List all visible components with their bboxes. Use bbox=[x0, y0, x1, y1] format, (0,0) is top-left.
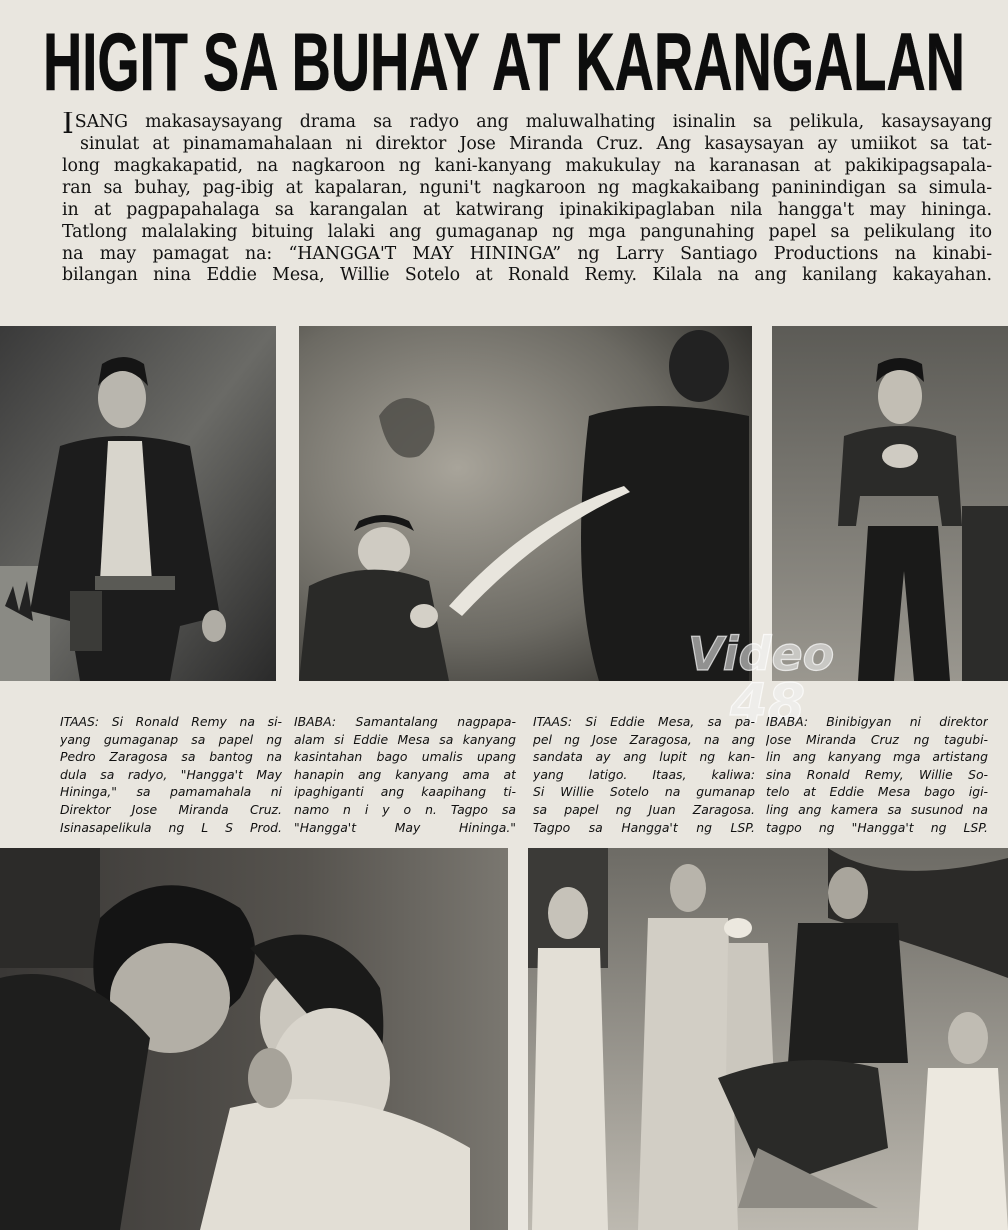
intro-line-3: long magkakapatid, na nagkaroon ng kani-kanyang makukulay na karanasan at pakikipagsapala- bbox=[62, 155, 992, 176]
watermark-line2: 48 bbox=[730, 672, 806, 728]
caption-line: sina Ronald Remy, Willie So- bbox=[766, 766, 988, 782]
caption-line: Tagpo sa Hangga't ng LSP. bbox=[533, 819, 755, 835]
caption-line: dula sa radyo, "Hangga't May bbox=[60, 766, 282, 782]
caption-line: "Hangga't May Hininga." bbox=[294, 819, 516, 835]
photo-director-briefing bbox=[528, 848, 1008, 1230]
headline bbox=[0, 14, 1008, 102]
caption-line: pel ng Jose Zaragosa, na ang bbox=[533, 731, 755, 747]
intro-line-6: Tatlong malalaking bituing lalaki ang gumaganap ng mga pangunahing papel sa pelikulang ito bbox=[62, 221, 992, 242]
drop-cap: I bbox=[62, 112, 74, 134]
caption-eddie-mesa bbox=[533, 713, 755, 836]
caption-line: Si Willie Sotelo na gumanap bbox=[533, 784, 755, 800]
intro-paragraph bbox=[62, 112, 992, 287]
intro-line-4: ran sa buhay, pag-ibig at kapalaran, nguni't nagkaroon ng magkakaibang paninindigan sa simula- bbox=[62, 177, 992, 198]
photo-eddie-mesa bbox=[772, 326, 1008, 681]
caption-line: sandata ay ang lupit ng kan- bbox=[533, 749, 755, 765]
photo-farewell-scene bbox=[0, 848, 508, 1230]
caption-line: yang latigo. Itaas, kaliwa: bbox=[533, 766, 755, 782]
caption-line: Direktor Jose Miranda Cruz. bbox=[60, 801, 282, 817]
caption-line: ipaghiganti ang kaapihang ti- bbox=[294, 784, 516, 800]
caption-ronald-remy bbox=[60, 713, 282, 836]
caption-line: tagpo ng "Hangga't ng LSP. bbox=[766, 819, 988, 835]
caption-line: ITAAS: Si Ronald Remy na si- bbox=[60, 714, 282, 729]
caption-line: namo n i y o n. Tagpo sa bbox=[294, 801, 516, 817]
caption-line: hanapin ang kanyang ama at bbox=[294, 766, 516, 782]
caption-line: Pedro Zaragosa sa bantog na bbox=[60, 749, 282, 765]
intro-line-7: na may pamagat na: “HANGGA'T MAY HININGA” ng Larry Santiago Productions na kinabi- bbox=[62, 243, 992, 264]
watermark-line1: Video bbox=[688, 627, 835, 681]
caption-line: ling ang kamera sa susunod na bbox=[766, 801, 988, 817]
caption-line: IBABA: Samantalang nagpapa- bbox=[294, 714, 516, 729]
caption-line: Isinasapelikula ng L S Prod. bbox=[60, 819, 282, 835]
photo-ronald-remy bbox=[0, 326, 276, 681]
intro-line-8: bilangan nina Eddie Mesa, Willie Sotelo at Ronald Remy. Kilala na ang kanilang kakayahan. bbox=[62, 265, 992, 286]
caption-line: Jose Miranda Cruz ng tagubi- bbox=[766, 731, 988, 747]
caption-line: IBABA: Binibigyan ni direktor bbox=[766, 714, 988, 729]
photo-whip-scene bbox=[299, 326, 752, 681]
caption-line: telo at Eddie Mesa bago igi- bbox=[766, 784, 988, 800]
intro-line-2: sinulat at pinamamahalaan ni direktor Jose Miranda Cruz. Ang kasaysayan ay umiikot sa tat- bbox=[80, 134, 992, 154]
caption-line: sa papel ng Juan Zaragosa. bbox=[533, 801, 755, 817]
caption-line: kasintahan bago umalis upang bbox=[294, 749, 516, 765]
caption-line: Hininga," sa pamamahala ni bbox=[60, 784, 282, 800]
intro-line-1: ISANG makasaysayang drama sa radyo ang maluwalhating isinalin sa pelikula, kasaysayang bbox=[62, 112, 992, 134]
caption-line: alam si Eddie Mesa sa kanyang bbox=[294, 731, 516, 747]
caption-line: lin ang kanyang mga artistang bbox=[766, 749, 988, 765]
intro-line-5: in at pagpapahalaga sa karangalan at katwirang ipinakikipaglaban nila hangga't may hininga. bbox=[62, 199, 992, 220]
caption-line: ITAAS: Si Eddie Mesa, sa pa- bbox=[533, 714, 755, 729]
caption-director-briefing bbox=[766, 713, 988, 836]
headline-text: HIGIT SA BUHAY AT KARANGALAN bbox=[43, 17, 965, 102]
caption-line: yang gumaganap sa papel ng bbox=[60, 731, 282, 747]
caption-farewell-scene bbox=[294, 713, 516, 836]
